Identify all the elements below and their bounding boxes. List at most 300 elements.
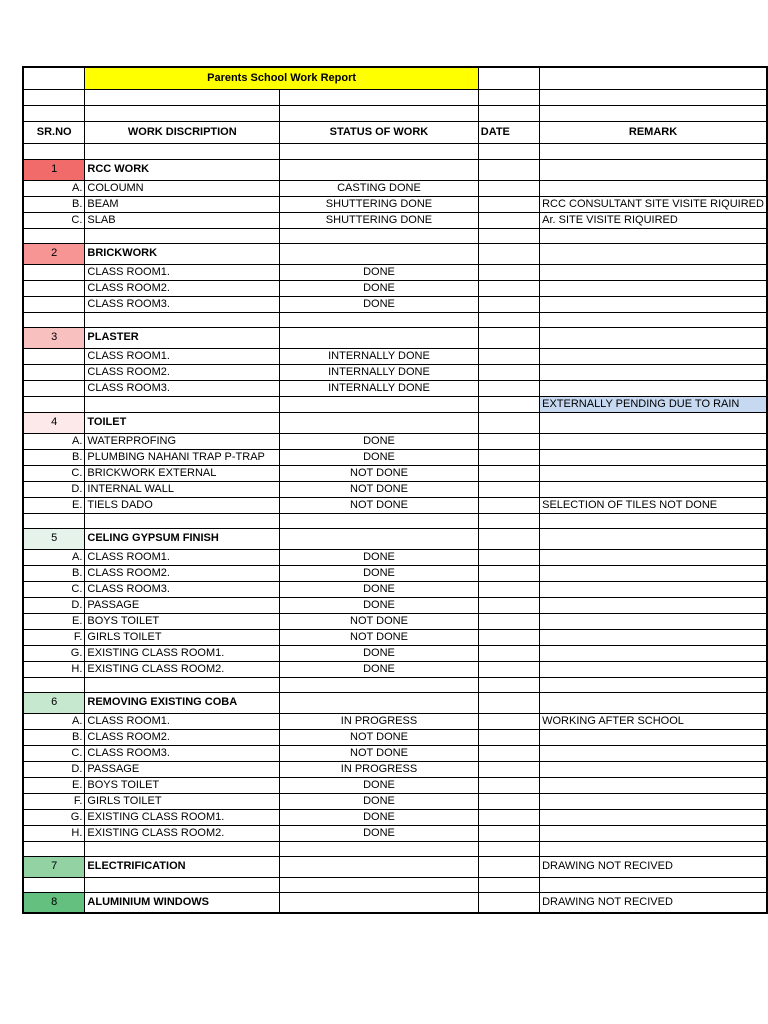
remark-cell: [540, 629, 767, 645]
item-label: D.: [23, 481, 85, 497]
cell: [540, 228, 767, 243]
date-cell: [478, 264, 539, 280]
cell: [85, 877, 280, 892]
cell: [540, 143, 767, 159]
item-row: [23, 729, 767, 745]
status-cell: NOT DONE: [280, 465, 479, 481]
date-cell: [478, 809, 539, 825]
work-description: CLASS ROOM1.: [85, 264, 280, 280]
status-cell: NOT DONE: [280, 745, 479, 761]
cell: [23, 228, 85, 243]
remark-cell: [540, 661, 767, 677]
work-description: CLASS ROOM2.: [85, 565, 280, 581]
cell: [540, 105, 767, 121]
date-cell: [478, 745, 539, 761]
status-cell: [280, 692, 479, 713]
status-cell: [280, 243, 479, 264]
status-cell: [280, 412, 479, 433]
item-label: A.: [23, 713, 85, 729]
item-row: [23, 761, 767, 777]
work-description: BOYS TOILET: [85, 777, 280, 793]
remark-cell: [540, 729, 767, 745]
remark-cell: [540, 180, 767, 196]
status-cell: DONE: [280, 597, 479, 613]
status-cell: [280, 396, 479, 412]
section-row: [23, 692, 767, 713]
work-description: CLASS ROOM3.: [85, 296, 280, 312]
cell: [280, 841, 479, 856]
status-cell: DONE: [280, 809, 479, 825]
remark-cell: [540, 645, 767, 661]
cell: [478, 312, 539, 327]
date-cell: [478, 497, 539, 513]
work-description: EXISTING CLASS ROOM1.: [85, 809, 280, 825]
date-cell: [478, 713, 539, 729]
item-row: [23, 196, 767, 212]
section-row: [23, 412, 767, 433]
date-cell: [478, 597, 539, 613]
remark-cell: [540, 280, 767, 296]
date-cell: [478, 465, 539, 481]
header-work: WORK DISCRIPTION: [85, 121, 280, 143]
work-description: CLASS ROOM3.: [85, 380, 280, 396]
remark-cell: [540, 465, 767, 481]
report-title: Parents School Work Report: [85, 67, 478, 89]
cell: [540, 67, 767, 89]
item-row: [23, 597, 767, 613]
item-label: B.: [23, 565, 85, 581]
remark-cell: [540, 264, 767, 280]
remark-cell: [540, 613, 767, 629]
cell: [85, 312, 280, 327]
header-date: DATE: [478, 121, 539, 143]
work-description: GIRLS TOILET: [85, 629, 280, 645]
work-description: BRICKWORK EXTERNAL: [85, 465, 280, 481]
item-label: B.: [23, 196, 85, 212]
item-label: [23, 264, 85, 280]
item-label: A.: [23, 549, 85, 565]
item-row: [23, 629, 767, 645]
item-row: [23, 581, 767, 597]
work-description: COLOUMN: [85, 180, 280, 196]
status-cell: NOT DONE: [280, 481, 479, 497]
cell: [23, 513, 85, 528]
remark-cell: [540, 777, 767, 793]
status-cell: SHUTTERING DONE: [280, 196, 479, 212]
date-cell: [478, 777, 539, 793]
cell: [478, 89, 539, 105]
item-row: [23, 212, 767, 228]
work-description: INTERNAL WALL: [85, 481, 280, 497]
date-cell: [478, 892, 539, 913]
item-row: [23, 296, 767, 312]
cell: [85, 143, 280, 159]
item-row: [23, 745, 767, 761]
cell: [540, 312, 767, 327]
item-label: C.: [23, 581, 85, 597]
date-cell: [478, 380, 539, 396]
status-cell: DONE: [280, 433, 479, 449]
item-label: B.: [23, 449, 85, 465]
cell: [23, 67, 85, 89]
work-description: [85, 396, 280, 412]
cell: [85, 105, 280, 121]
status-cell: IN PROGRESS: [280, 761, 479, 777]
item-label: D.: [23, 761, 85, 777]
item-row: [23, 497, 767, 513]
cell: [23, 312, 85, 327]
work-description: CLASS ROOM2.: [85, 364, 280, 380]
date-cell: [478, 629, 539, 645]
work-description: PASSAGE: [85, 597, 280, 613]
blank-row: [23, 143, 767, 159]
remark-cell: [540, 159, 767, 180]
cell: [85, 513, 280, 528]
item-row: [23, 613, 767, 629]
remark-cell: [540, 449, 767, 465]
date-cell: [478, 364, 539, 380]
date-cell: [478, 348, 539, 364]
remark-cell: [540, 296, 767, 312]
item-label: G.: [23, 645, 85, 661]
status-cell: DONE: [280, 777, 479, 793]
item-row: [23, 645, 767, 661]
section-row: [23, 327, 767, 348]
item-label: [23, 396, 85, 412]
remark-cell: [540, 327, 767, 348]
remark-cell: [540, 481, 767, 497]
date-cell: [478, 613, 539, 629]
date-cell: [478, 481, 539, 497]
status-cell: DONE: [280, 449, 479, 465]
item-row: [23, 713, 767, 729]
blank-row: [23, 228, 767, 243]
title-row: [23, 67, 767, 89]
item-label: E.: [23, 613, 85, 629]
status-cell: [280, 856, 479, 877]
item-label: [23, 348, 85, 364]
item-row: [23, 264, 767, 280]
status-cell: INTERNALLY DONE: [280, 364, 479, 380]
cell: [478, 143, 539, 159]
item-label: G.: [23, 809, 85, 825]
section-row: [23, 528, 767, 549]
cell: [478, 67, 539, 89]
remark-cell: [540, 243, 767, 264]
section-number: 1: [23, 159, 85, 180]
header-remark: REMARK: [540, 121, 767, 143]
status-cell: DONE: [280, 549, 479, 565]
date-cell: [478, 581, 539, 597]
date-cell: [478, 761, 539, 777]
cell: [478, 105, 539, 121]
remark-cell: [540, 745, 767, 761]
date-cell: [478, 692, 539, 713]
cell: [23, 877, 85, 892]
date-cell: [478, 243, 539, 264]
status-cell: DONE: [280, 825, 479, 841]
status-cell: DONE: [280, 264, 479, 280]
item-label: C.: [23, 745, 85, 761]
status-cell: NOT DONE: [280, 629, 479, 645]
remark-cell: [540, 433, 767, 449]
item-row: [23, 549, 767, 565]
date-cell: [478, 825, 539, 841]
work-description: CLASS ROOM1.: [85, 549, 280, 565]
status-cell: INTERNALLY DONE: [280, 348, 479, 364]
blank-row: [23, 89, 767, 105]
work-description: TIELS DADO: [85, 497, 280, 513]
date-cell: [478, 327, 539, 348]
cell: [540, 89, 767, 105]
status-cell: [280, 327, 479, 348]
section-number: 6: [23, 692, 85, 713]
item-row: [23, 433, 767, 449]
status-cell: DONE: [280, 661, 479, 677]
status-cell: IN PROGRESS: [280, 713, 479, 729]
remark-cell: [540, 692, 767, 713]
date-cell: [478, 212, 539, 228]
remark-cell: [540, 380, 767, 396]
work-description: CLASS ROOM3.: [85, 745, 280, 761]
work-description: CLASS ROOM2.: [85, 280, 280, 296]
date-cell: [478, 661, 539, 677]
item-row: [23, 793, 767, 809]
date-cell: [478, 565, 539, 581]
item-row: [23, 565, 767, 581]
item-label: D.: [23, 597, 85, 613]
cell: [280, 143, 479, 159]
work-description: EXISTING CLASS ROOM2.: [85, 825, 280, 841]
item-label: H.: [23, 825, 85, 841]
status-cell: DONE: [280, 645, 479, 661]
item-label: A.: [23, 180, 85, 196]
blank-row: [23, 105, 767, 121]
cell: [540, 513, 767, 528]
cell: [540, 877, 767, 892]
section-title: REMOVING EXISTING COBA: [85, 692, 280, 713]
section-row: [23, 892, 767, 913]
section-number: 5: [23, 528, 85, 549]
item-label: E.: [23, 497, 85, 513]
date-cell: [478, 280, 539, 296]
cell: [478, 877, 539, 892]
item-label: [23, 364, 85, 380]
remark-cell: [540, 793, 767, 809]
remark-cell: [540, 364, 767, 380]
status-cell: SHUTTERING DONE: [280, 212, 479, 228]
section-number: 3: [23, 327, 85, 348]
cell: [478, 841, 539, 856]
cell: [85, 841, 280, 856]
date-cell: [478, 180, 539, 196]
cell: [280, 513, 479, 528]
work-description: GIRLS TOILET: [85, 793, 280, 809]
section-title: PLASTER: [85, 327, 280, 348]
date-cell: [478, 549, 539, 565]
date-cell: [478, 793, 539, 809]
section-title: RCC WORK: [85, 159, 280, 180]
status-cell: [280, 159, 479, 180]
date-cell: [478, 433, 539, 449]
work-description: CLASS ROOM1.: [85, 713, 280, 729]
date-cell: [478, 396, 539, 412]
remark-cell: DRAWING NOT RECIVED: [540, 856, 767, 877]
status-cell: DONE: [280, 565, 479, 581]
status-cell: DONE: [280, 581, 479, 597]
work-description: EXISTING CLASS ROOM1.: [85, 645, 280, 661]
item-row: [23, 777, 767, 793]
item-label: F.: [23, 629, 85, 645]
status-cell: NOT DONE: [280, 729, 479, 745]
item-label: [23, 280, 85, 296]
date-cell: [478, 196, 539, 212]
section-title: CELING GYPSUM FINISH: [85, 528, 280, 549]
blank-row: [23, 513, 767, 528]
status-cell: DONE: [280, 280, 479, 296]
cell: [280, 677, 479, 692]
status-cell: INTERNALLY DONE: [280, 380, 479, 396]
remark-cell: [540, 549, 767, 565]
item-row: [23, 661, 767, 677]
cell: [280, 105, 479, 121]
work-description: BOYS TOILET: [85, 613, 280, 629]
item-label: B.: [23, 729, 85, 745]
date-cell: [478, 412, 539, 433]
section-number: 2: [23, 243, 85, 264]
date-cell: [478, 528, 539, 549]
cell: [280, 228, 479, 243]
remark-cell: [540, 809, 767, 825]
cell: [478, 228, 539, 243]
cell: [23, 105, 85, 121]
cell: [280, 312, 479, 327]
remark-cell: SELECTION OF TILES NOT DONE: [540, 497, 767, 513]
item-label: F.: [23, 793, 85, 809]
item-label: C.: [23, 212, 85, 228]
table-body: [23, 67, 767, 913]
cell: [478, 677, 539, 692]
section-title: ELECTRIFICATION: [85, 856, 280, 877]
remark-cell: DRAWING NOT RECIVED: [540, 892, 767, 913]
cell: [85, 228, 280, 243]
remark-cell: [540, 348, 767, 364]
header-row: [23, 121, 767, 143]
blank-row: [23, 877, 767, 892]
remark-cell: [540, 412, 767, 433]
item-label: [23, 380, 85, 396]
section-number: 4: [23, 412, 85, 433]
remark-cell: [540, 597, 767, 613]
work-report-table: [22, 66, 768, 914]
date-cell: [478, 856, 539, 877]
item-label: H.: [23, 661, 85, 677]
remark-cell: [540, 528, 767, 549]
work-description: EXISTING CLASS ROOM2.: [85, 661, 280, 677]
remark-cell: [540, 761, 767, 777]
remark-cell: [540, 581, 767, 597]
status-cell: CASTING DONE: [280, 180, 479, 196]
cell: [23, 677, 85, 692]
cell: [540, 841, 767, 856]
section-number: 8: [23, 892, 85, 913]
cell: [85, 89, 280, 105]
item-label: C.: [23, 465, 85, 481]
item-row: [23, 396, 767, 412]
item-row: [23, 280, 767, 296]
remark-cell: [540, 825, 767, 841]
item-row: [23, 180, 767, 196]
work-description: BEAM: [85, 196, 280, 212]
item-row: [23, 825, 767, 841]
blank-row: [23, 312, 767, 327]
status-cell: [280, 892, 479, 913]
item-row: [23, 481, 767, 497]
date-cell: [478, 729, 539, 745]
section-title: ALUMINIUM WINDOWS: [85, 892, 280, 913]
section-row: [23, 856, 767, 877]
work-description: CLASS ROOM1.: [85, 348, 280, 364]
cell: [85, 677, 280, 692]
cell: [23, 143, 85, 159]
status-cell: [280, 528, 479, 549]
item-row: [23, 449, 767, 465]
status-cell: NOT DONE: [280, 613, 479, 629]
work-description: WATERPROFING: [85, 433, 280, 449]
header-sr-no: SR.NO: [23, 121, 85, 143]
item-row: [23, 380, 767, 396]
work-description: PLUMBING NAHANI TRAP P-TRAP: [85, 449, 280, 465]
item-label: [23, 296, 85, 312]
blank-row: [23, 841, 767, 856]
cell: [280, 89, 479, 105]
work-description: CLASS ROOM2.: [85, 729, 280, 745]
cell: [478, 513, 539, 528]
cell: [280, 877, 479, 892]
status-cell: NOT DONE: [280, 497, 479, 513]
item-row: [23, 364, 767, 380]
date-cell: [478, 449, 539, 465]
item-row: [23, 348, 767, 364]
remark-cell: Ar. SITE VISITE RIQUIRED: [540, 212, 767, 228]
section-row: [23, 159, 767, 180]
cell: [23, 89, 85, 105]
status-cell: DONE: [280, 296, 479, 312]
date-cell: [478, 296, 539, 312]
section-number: 7: [23, 856, 85, 877]
remark-cell: EXTERNALLY PENDING DUE TO RAIN: [540, 396, 767, 412]
status-cell: DONE: [280, 793, 479, 809]
work-description: PASSAGE: [85, 761, 280, 777]
section-title: BRICKWORK: [85, 243, 280, 264]
item-label: A.: [23, 433, 85, 449]
date-cell: [478, 159, 539, 180]
cell: [23, 841, 85, 856]
section-title: TOILET: [85, 412, 280, 433]
section-row: [23, 243, 767, 264]
item-label: E.: [23, 777, 85, 793]
item-row: [23, 465, 767, 481]
blank-row: [23, 677, 767, 692]
date-cell: [478, 645, 539, 661]
header-status: STATUS OF WORK: [280, 121, 479, 143]
remark-cell: [540, 565, 767, 581]
remark-cell: WORKING AFTER SCHOOL: [540, 713, 767, 729]
work-description: SLAB: [85, 212, 280, 228]
work-description: CLASS ROOM3.: [85, 581, 280, 597]
cell: [540, 677, 767, 692]
remark-cell: RCC CONSULTANT SITE VISITE RIQUIRED: [540, 196, 767, 212]
